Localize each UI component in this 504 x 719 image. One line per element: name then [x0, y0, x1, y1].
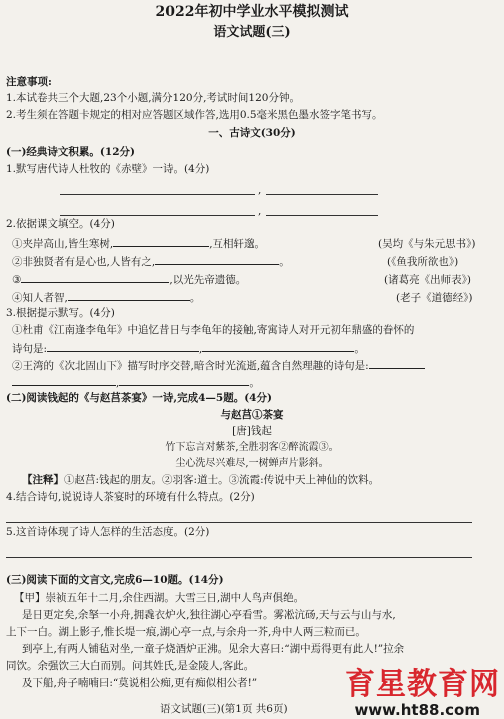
section-2-heading: (二)阅读钱起的《与赵莒茶宴》一诗,完成4—5题。(4分): [6, 392, 272, 404]
passage-line-3: 上下一白。湖上影子,惟长堤一痕,湖心亭一点,与余舟一芥,舟中人两三粒而已。: [6, 626, 366, 638]
comma-mark: ,: [258, 184, 262, 196]
watermark-logo: 育星教育网: [345, 667, 500, 702]
notice-heading: 注意事项:: [6, 76, 52, 88]
passage-line-6: 及下船,舟子喃喃曰:“莫说相公痴,更有痴似相公者!”: [22, 677, 258, 689]
section-1-heading: (一)经典诗文积累。(12分): [6, 146, 135, 158]
question-5: 5.这首诗体现了诗人怎样的生活态度。(2分): [6, 526, 210, 538]
answer-blank-q2-4[interactable]: [68, 290, 190, 301]
answer-line-q5[interactable]: [6, 557, 472, 558]
answer-blank-q1-c[interactable]: [60, 215, 255, 216]
notice-item-2: 2.考生须在答题卡规定的相对应答题区域作答,选用0.5毫米黑色墨水签字笔书写。: [6, 109, 383, 121]
poem-title: 与赵莒①茶宴: [220, 409, 284, 421]
q2-source-3: (诸葛亮《出师表》): [384, 274, 471, 286]
q3-item-2-line-2: , 。: [12, 375, 260, 390]
passage-line-2: 是日更定矣,余拏一小舟,拥毳衣炉火,独往湖心亭看雪。雾凇沆砀,天与云与山与水,: [22, 609, 396, 621]
answer-line-q4[interactable]: [6, 522, 472, 523]
answer-blank-q3-1a[interactable]: [47, 341, 199, 352]
question-3: 3.根据提示默写。(4分): [6, 307, 115, 319]
exam-subtitle: 语文试题(三): [213, 25, 291, 40]
q3-item-2-line-1: ②王湾的《次北固山下》描写时序交替,暗含时光流逝,蕴含自然理趣的诗句是:: [12, 358, 425, 373]
answer-blank-q2-2[interactable]: [155, 254, 279, 265]
answer-blank-q1-d[interactable]: [266, 215, 378, 216]
answer-blank-q2-1[interactable]: [113, 236, 209, 247]
question-1: 1.默写唐代诗人杜牧的《赤壁》一诗。(4分): [6, 163, 210, 175]
part1-heading: 一、古诗文(30分): [208, 127, 296, 139]
answer-blank-q3-2c[interactable]: [119, 375, 249, 386]
poem-line-2: 尘心洗尽兴难尽,一树蝉声片影斜。: [175, 458, 329, 469]
answer-blank-q3-1b[interactable]: [202, 341, 354, 352]
answer-blank-q3-2a[interactable]: [369, 358, 425, 369]
answer-blank-q3-2b[interactable]: [12, 375, 116, 386]
passage-line-1: 【甲】崇祯五年十二月,余住西湖。大雪三日,湖中人鸟声俱绝。: [14, 592, 305, 604]
answer-blank-q1-a[interactable]: [60, 194, 255, 195]
q2-source-2: (《鱼我所欲也》): [387, 256, 459, 268]
page-footer: 语文试题(三)(第1页 共6页): [160, 703, 288, 715]
comma-mark: ,: [258, 205, 262, 217]
q2-source-4: (老子《道德经》): [396, 292, 473, 304]
q3-item-1-line-1: ①杜甫《江南逢李龟年》中追忆昔日与李龟年的接触,寄寓诗人对开元初年鼎盛的眷怀的: [12, 324, 415, 336]
answer-blank-q1-b[interactable]: [266, 194, 378, 195]
q2-item-4: ④知人者智, 。: [12, 292, 201, 304]
poem-notes: 【注释】①赵莒:钱起的朋友。②羽客:道士。③流霞:传说中天上神仙的饮料。: [22, 474, 380, 486]
question-4: 4.结合诗句,说说诗人茶宴时的环境有什么特点。(2分): [6, 491, 255, 503]
notice-item-1: 1.本试卷共三个大题,23个小题,满分120分,考试时间120分钟。: [6, 92, 300, 104]
poem-line-1: 竹下忘言对紫茶,全胜羽客②醉流霞③。: [165, 442, 339, 453]
q2-item-1: ①夹岸高山,皆生寒树, ,互相轩邈。: [12, 238, 266, 250]
question-2: 2.依据课文填空。(4分): [6, 218, 115, 230]
watermark-url: www.ht88.com: [354, 701, 480, 719]
q3-item-1-line-2: 诗句是: , 。: [12, 343, 365, 355]
poem-author: [唐]钱起: [232, 425, 272, 437]
q2-item-2: ②非独贤者有是心也,人皆有之, 。: [12, 256, 290, 268]
exam-title: 2022年初中学业水平模拟测试: [155, 4, 349, 20]
answer-blank-q2-3[interactable]: [21, 272, 169, 283]
passage-line-4: 到亭上,有两人铺毡对坐,一童子烧酒炉正沸。见余大喜曰:“湖中焉得更有此人!”拉余: [22, 643, 405, 655]
q2-item-3: ③ ,以光先帝遗德。: [12, 274, 247, 286]
passage-line-5: 同饮。余强饮三大白而别。问其姓氏,是金陵人,客此。: [6, 660, 255, 672]
section-3-heading: (三)阅读下面的文言文,完成6—10题。(14分): [6, 574, 224, 586]
q2-source-1: (吴均《与朱元思书》): [378, 238, 476, 250]
